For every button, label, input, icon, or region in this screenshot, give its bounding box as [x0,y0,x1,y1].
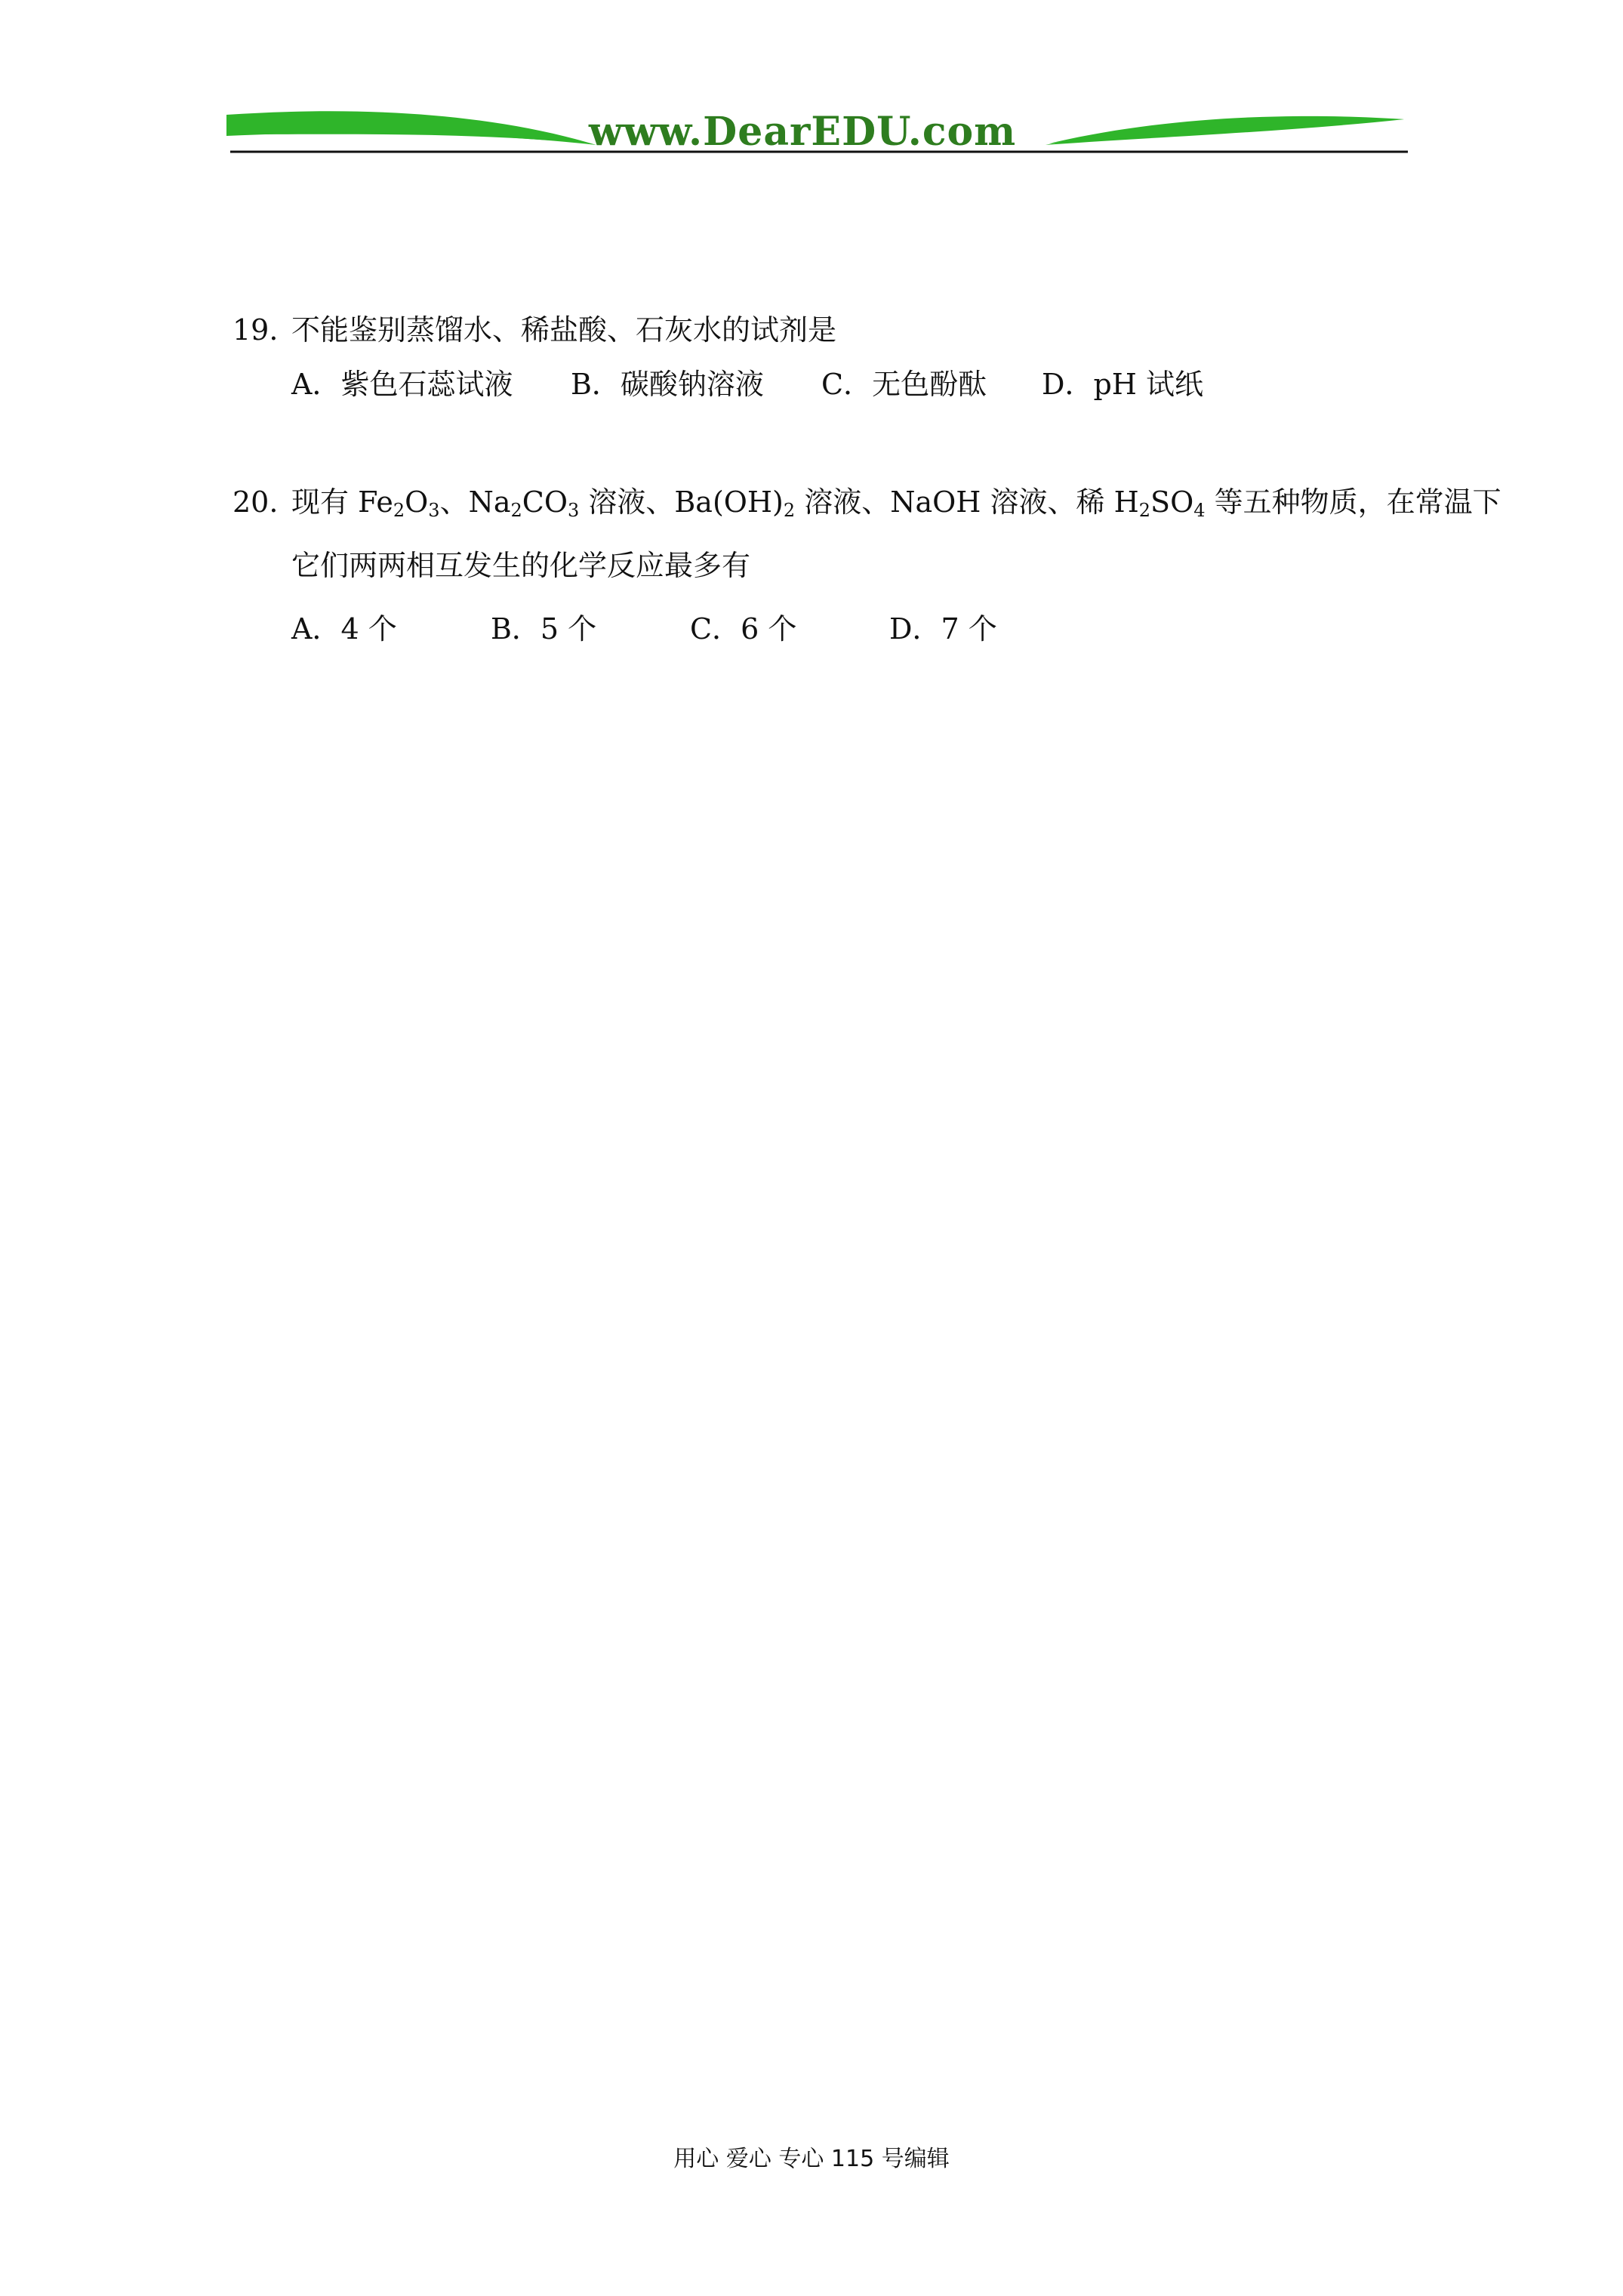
page-footer: 用心 爱心 专心 115 号编辑 [673,2146,950,2172]
question-text-line2: 它们两两相互发生的化学反应最多有 [291,549,751,582]
option-a: A．4 个 [291,612,397,646]
option-d: D．pH 试纸 [1042,368,1204,401]
site-name: www.DearEDU.com [589,109,1017,155]
page-header [0,0,1623,166]
question-text: 不能鉴别蒸馏水、稀盐酸、石灰水的试剂是 [291,313,837,347]
option-b: B．碳酸钠溶液 [571,368,764,401]
option-d: D．7 个 [889,612,997,646]
option-c: C．6 个 [690,612,797,646]
option-b: B．5 个 [491,612,597,646]
question-number: 19. [233,313,279,347]
question-number: 20. [233,485,279,519]
question-text: 现有 $Fe_2O_3$、$Na_2CO_3$ 溶液、$Ba(OH)_2$ 溶液、NaOH 溶液、稀 $H_2SO_4$ 等五种物质，在常温下 [291,485,1501,521]
option-c: C．无色酚酞 [821,368,987,401]
option-a: A．紫色石蕊试液 [291,368,513,401]
